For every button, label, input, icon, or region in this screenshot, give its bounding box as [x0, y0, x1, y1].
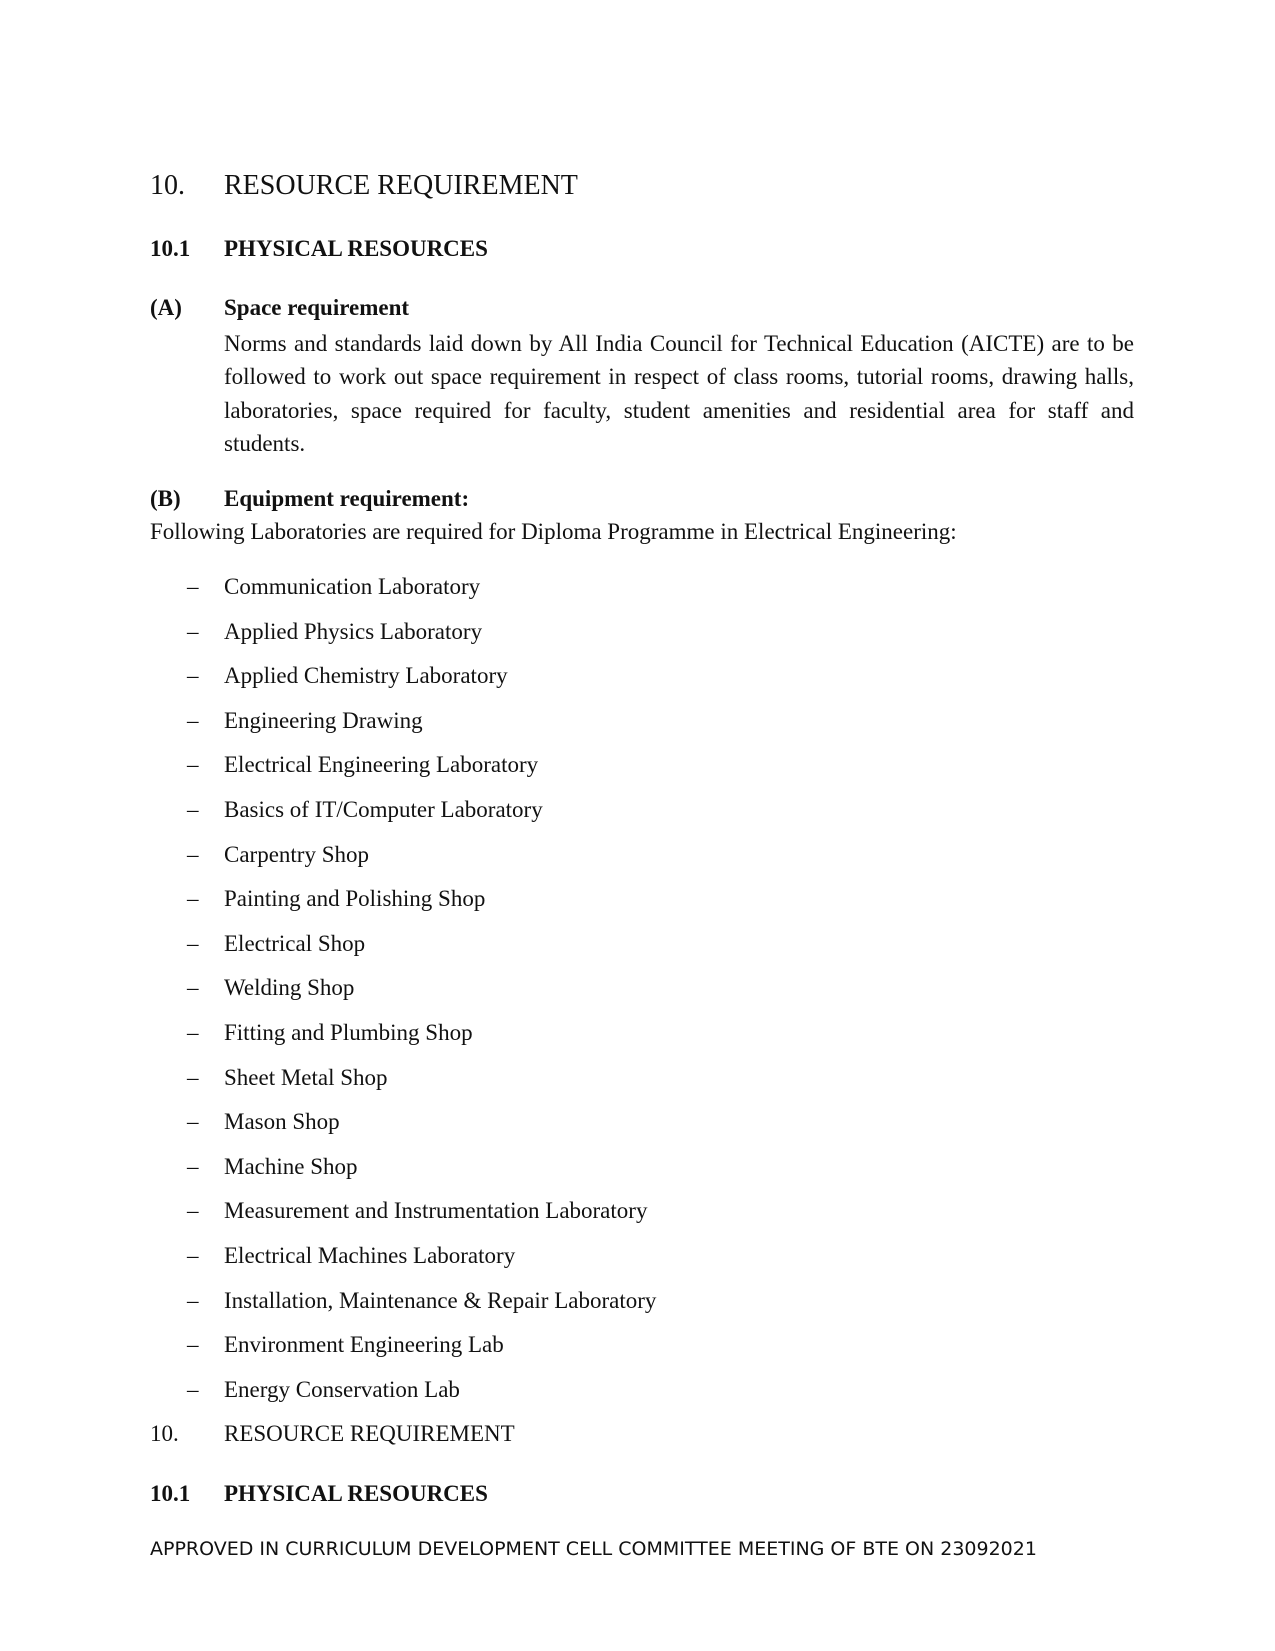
dash-bullet-icon: –: [187, 1020, 199, 1045]
dash-bullet-icon: –: [187, 1287, 199, 1313]
dash-bullet-icon: –: [187, 1109, 199, 1135]
laboratory-name: Applied Chemistry Laboratory: [224, 663, 508, 689]
dash-bullet-icon: –: [187, 574, 199, 599]
dash-bullet-icon: –: [187, 618, 199, 644]
laboratory-name: Electrical Shop: [224, 930, 366, 956]
subsection-title: PHYSICAL RESOURCES: [224, 236, 488, 261]
laboratory-name: Electrical Engineering Laboratory: [224, 752, 539, 778]
space-title: Space requirement: [224, 295, 410, 320]
space-paragraph: Norms and standards laid down by All India Council for Technical Education (AICTE) are to be followed to work out space requirement in respect of class rooms, tutorial rooms, drawing halls, laboratories, space required for faculty, student amenities and residential area for staff and students.: [224, 331, 1134, 456]
laboratory-name: Energy Conservation Lab: [224, 1376, 460, 1402]
laboratory-name: Environment Engineering Lab: [224, 1332, 504, 1358]
laboratory-name: Electrical Machines Laboratory: [224, 1243, 516, 1268]
repeat-subsection-title: PHYSICAL RESOURCES: [224, 1481, 488, 1506]
dash-bullet-icon: –: [187, 1198, 199, 1224]
dash-bullet-icon: –: [187, 1064, 199, 1090]
section-title: RESOURCE REQUIREMENT: [224, 170, 578, 201]
equipment-label: (B): [150, 486, 181, 511]
dash-bullet-icon: –: [187, 1153, 199, 1179]
dash-bullet-icon: –: [187, 930, 199, 956]
section-number: 10.: [150, 170, 185, 201]
repeat-section-title: RESOURCE REQUIREMENT: [224, 1421, 515, 1446]
laboratory-name: Mason Shop: [224, 1109, 340, 1135]
laboratory-name: Basics of IT/Computer Laboratory: [224, 797, 543, 822]
laboratory-name: Machine Shop: [224, 1153, 358, 1179]
repeat-subsection-number: 10.1: [150, 1481, 191, 1506]
dash-bullet-icon: –: [187, 663, 199, 689]
laboratory-name: Measurement and Instrumentation Laboratory: [224, 1198, 648, 1224]
dash-bullet-icon: –: [187, 841, 199, 867]
approval-footer: APPROVED IN CURRICULUM DEVELOPMENT CELL COMMITTEE MEETING OF BTE ON 23092021: [150, 1538, 1037, 1560]
repeat-section-number: 10.: [150, 1421, 179, 1446]
laboratory-name: Sheet Metal Shop: [224, 1064, 388, 1090]
equipment-title: Equipment requirement:: [224, 486, 470, 511]
laboratory-name: Engineering Drawing: [224, 707, 423, 733]
dash-bullet-icon: –: [187, 752, 199, 778]
dash-bullet-icon: –: [187, 797, 199, 822]
subsection-number: 10.1: [150, 236, 191, 261]
space-label: (A): [150, 295, 182, 320]
laboratory-name: Installation, Maintenance & Repair Laboratory: [224, 1287, 657, 1313]
dash-bullet-icon: –: [187, 886, 199, 912]
laboratory-name: Applied Physics Laboratory: [224, 618, 483, 644]
laboratory-name: Welding Shop: [224, 975, 355, 1001]
dash-bullet-icon: –: [187, 1376, 199, 1402]
laboratory-name: Communication Laboratory: [224, 574, 481, 599]
laboratory-name: Fitting and Plumbing Shop: [224, 1020, 473, 1045]
laboratory-name: Painting and Polishing Shop: [224, 886, 486, 912]
equipment-intro: Following Laboratories are required for Diploma Programme in Electrical Engineering:: [150, 519, 957, 544]
dash-bullet-icon: –: [187, 707, 199, 733]
dash-bullet-icon: –: [187, 975, 199, 1001]
dash-bullet-icon: –: [187, 1332, 199, 1358]
laboratory-name: Carpentry Shop: [224, 841, 370, 867]
dash-bullet-icon: –: [187, 1243, 199, 1268]
